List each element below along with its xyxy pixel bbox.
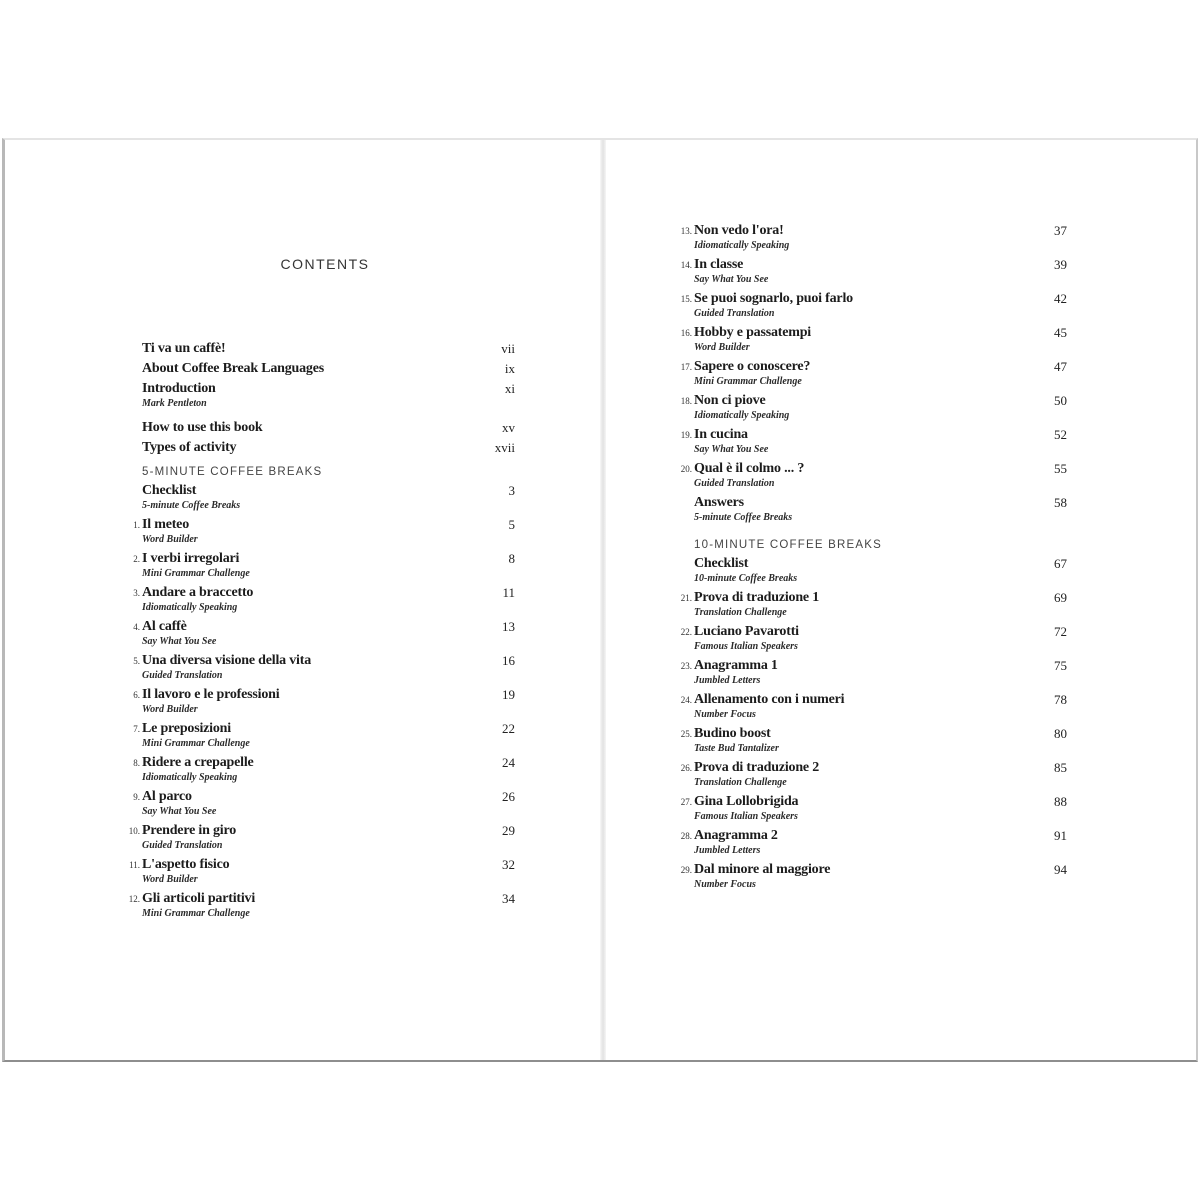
section-heading: 5-MINUTE COFFEE BREAKS <box>142 466 323 478</box>
entry-number: 7. <box>133 724 140 734</box>
entry-subtitle: Guided Translation <box>142 670 223 681</box>
entry-page-number: 55 <box>1054 461 1067 476</box>
entry-subtitle: Mark Pentleton <box>142 398 207 409</box>
section-heading: 10-MINUTE COFFEE BREAKS <box>694 539 882 551</box>
entry-title: Anagramma 2 <box>694 828 778 843</box>
entry-title: Prova di traduzione 2 <box>694 760 820 775</box>
entry-page-number: 11 <box>502 585 515 600</box>
entry-number: 23. <box>680 661 692 671</box>
toc-entry <box>672 759 1067 790</box>
entry-number: 12. <box>128 894 140 904</box>
entry-number: 20. <box>680 464 692 474</box>
entry-title: Non ci piove <box>694 393 766 408</box>
entry-number: 24. <box>680 695 692 705</box>
toc-entry <box>120 419 515 436</box>
entry-number: 28. <box>680 831 692 841</box>
book-spread <box>2 138 1198 1062</box>
toc-entry <box>120 380 515 411</box>
entry-subtitle: Idiomatically Speaking <box>694 410 790 421</box>
entry-page-number: xi <box>504 381 515 396</box>
entry-title: Il lavoro e le professioni <box>142 687 280 702</box>
toc-entry <box>120 516 515 547</box>
entry-number: 18. <box>680 396 692 406</box>
entry-title: Types of activity <box>142 440 237 455</box>
entry-subtitle: Number Focus <box>694 879 756 890</box>
entry-title: Dal minore al maggiore <box>694 862 831 877</box>
entry-page-number: xv <box>502 420 515 435</box>
entry-title: Al caffè <box>142 619 187 634</box>
entry-subtitle: Idiomatically Speaking <box>142 602 238 613</box>
toc-entry <box>120 788 515 819</box>
entry-page-number: 72 <box>1054 624 1067 639</box>
entry-subtitle: Word Builder <box>694 342 750 353</box>
entry-page-number: 52 <box>1054 427 1067 442</box>
toc-entry <box>672 494 1067 525</box>
entry-title: Al parco <box>142 789 192 804</box>
right-page <box>607 140 1199 1060</box>
toc-entry <box>672 691 1067 722</box>
entry-title: Qual è il colmo ... ? <box>694 461 805 476</box>
entry-page-number: 58 <box>1054 495 1067 510</box>
left-page <box>5 140 599 1060</box>
toc-entry <box>672 426 1067 457</box>
toc-entry <box>672 256 1067 287</box>
entry-page-number: 69 <box>1054 590 1067 605</box>
entry-page-number: 22 <box>502 721 515 736</box>
entry-title: Ti va un caffè! <box>142 341 226 356</box>
toc-entry <box>672 358 1067 389</box>
entry-subtitle: Word Builder <box>142 534 198 545</box>
entry-subtitle: Guided Translation <box>142 840 223 851</box>
entry-title: I verbi irregolari <box>142 551 240 566</box>
entry-title: Luciano Pavarotti <box>694 624 799 639</box>
entry-page-number: vii <box>501 341 515 356</box>
toc-entry <box>672 861 1067 892</box>
entry-page-number: 13 <box>502 619 515 634</box>
entry-page-number: 88 <box>1054 794 1067 809</box>
entry-page-number: 34 <box>502 891 515 906</box>
entry-title: Answers <box>694 495 744 510</box>
entry-subtitle: Idiomatically Speaking <box>142 772 238 783</box>
entry-title: Una diversa visione della vita <box>142 653 312 668</box>
entry-page-number: 91 <box>1054 828 1067 843</box>
entry-subtitle: Famous Italian Speakers <box>694 641 798 652</box>
entry-title: Le preposizioni <box>142 721 231 736</box>
toc-entry <box>120 618 515 649</box>
entry-page-number: 42 <box>1054 291 1067 306</box>
entry-title: Non vedo l'ora! <box>694 223 784 238</box>
toc-entry <box>120 822 515 853</box>
entry-page-number: 8 <box>508 551 515 566</box>
entry-page-number: 32 <box>502 857 515 872</box>
entry-number: 11. <box>129 860 140 870</box>
entry-title: Introduction <box>142 381 216 396</box>
entry-subtitle: Idiomatically Speaking <box>694 240 790 251</box>
entry-number: 22. <box>680 627 692 637</box>
entry-number: 14. <box>680 260 692 270</box>
entry-page-number: 16 <box>502 653 515 668</box>
entry-page-number: xvii <box>494 440 515 455</box>
entry-number: 8. <box>133 758 140 768</box>
entry-title: In cucina <box>694 427 748 442</box>
entry-subtitle: Mini Grammar Challenge <box>142 568 250 579</box>
entry-page-number: 29 <box>502 823 515 838</box>
entry-number: 17. <box>680 362 692 372</box>
entry-title: Sapere o conoscere? <box>694 359 811 374</box>
entry-number: 19. <box>680 430 692 440</box>
toc-entry <box>672 725 1067 756</box>
toc-entry <box>120 856 515 887</box>
toc-entry <box>672 827 1067 858</box>
entry-page-number: 3 <box>508 483 515 498</box>
entry-page-number: ix <box>504 361 515 376</box>
entry-subtitle: Translation Challenge <box>694 777 787 788</box>
entry-number: 3. <box>133 588 140 598</box>
toc-entry <box>120 360 515 377</box>
entry-number: 6. <box>133 690 140 700</box>
entry-subtitle: Taste Bud Tantalizer <box>694 743 779 754</box>
entry-title: Checklist <box>694 556 749 571</box>
entry-subtitle: 10-minute Coffee Breaks <box>694 573 798 584</box>
toc-entry <box>672 623 1067 654</box>
toc-entry <box>672 460 1067 491</box>
entry-subtitle: 5-minute Coffee Breaks <box>142 500 241 511</box>
entry-page-number: 85 <box>1054 760 1067 775</box>
entry-page-number: 75 <box>1054 658 1067 673</box>
entry-title: Ridere a crepapelle <box>142 755 254 770</box>
toc-entry <box>672 589 1067 620</box>
toc-entry <box>672 555 1067 586</box>
entry-subtitle: Say What You See <box>142 636 217 647</box>
toc-entry <box>120 754 515 785</box>
entry-subtitle: Guided Translation <box>694 478 775 489</box>
entry-page-number: 26 <box>502 789 515 804</box>
entry-subtitle: 5-minute Coffee Breaks <box>694 512 793 523</box>
entry-number: 26. <box>680 763 692 773</box>
entry-number: 10. <box>128 826 140 836</box>
entry-title: Prendere in giro <box>142 823 237 838</box>
entry-title: How to use this book <box>142 420 263 435</box>
entry-subtitle: Jumbled Letters <box>694 845 761 856</box>
entry-number: 4. <box>133 622 140 632</box>
entry-page-number: 94 <box>1054 862 1067 877</box>
entry-title: Budino boost <box>694 726 771 741</box>
entry-number: 13. <box>680 226 692 236</box>
entry-number: 16. <box>680 328 692 338</box>
entry-subtitle: Famous Italian Speakers <box>694 811 798 822</box>
entry-subtitle: Mini Grammar Challenge <box>142 738 250 749</box>
entry-number: 5. <box>133 656 140 666</box>
entry-page-number: 24 <box>502 755 515 770</box>
entry-subtitle: Number Focus <box>694 709 756 720</box>
entry-subtitle: Mini Grammar Challenge <box>694 376 802 387</box>
entry-subtitle: Say What You See <box>142 806 217 817</box>
entry-title: Hobby e passatempi <box>694 325 811 340</box>
toc-entry <box>672 324 1067 355</box>
entry-number: 1. <box>133 520 140 530</box>
toc-entry <box>120 686 515 717</box>
toc-left <box>120 340 515 924</box>
entry-page-number: 67 <box>1054 556 1067 571</box>
toc-entry <box>672 290 1067 321</box>
page-title: CONTENTS <box>280 256 370 272</box>
entry-page-number: 39 <box>1054 257 1067 272</box>
entry-number: 25. <box>680 729 692 739</box>
entry-page-number: 80 <box>1054 726 1067 741</box>
entry-title: In classe <box>694 257 744 272</box>
entry-subtitle: Word Builder <box>142 704 198 715</box>
toc-entry <box>672 392 1067 423</box>
toc-entry <box>120 652 515 683</box>
entry-subtitle: Translation Challenge <box>694 607 787 618</box>
toc-entry <box>120 482 515 513</box>
entry-title: Il meteo <box>142 517 189 532</box>
entry-page-number: 45 <box>1054 325 1067 340</box>
entry-page-number: 5 <box>508 517 515 532</box>
entry-page-number: 47 <box>1054 359 1067 374</box>
toc-entry <box>120 890 515 921</box>
toc-entry <box>672 222 1067 253</box>
entry-title: Prova di traduzione 1 <box>694 590 820 605</box>
entry-subtitle: Guided Translation <box>694 308 775 319</box>
entry-number: 15. <box>680 294 692 304</box>
entry-title: Allenamento con i numeri <box>694 692 845 707</box>
toc-entry <box>120 340 515 357</box>
entry-title: Anagramma 1 <box>694 658 778 673</box>
entry-subtitle: Say What You See <box>694 444 769 455</box>
entry-subtitle: Word Builder <box>142 874 198 885</box>
entry-subtitle: Jumbled Letters <box>694 675 761 686</box>
entry-title: Se puoi sognarlo, puoi farlo <box>694 291 853 306</box>
entry-title: Gli articoli partitivi <box>142 891 256 906</box>
entry-subtitle: Say What You See <box>694 274 769 285</box>
entry-subtitle: Mini Grammar Challenge <box>142 908 250 919</box>
book-gutter <box>600 140 606 1060</box>
entry-number: 9. <box>133 792 140 802</box>
toc-entry <box>120 584 515 615</box>
entry-number: 29. <box>680 865 692 875</box>
toc-right <box>672 222 1067 895</box>
entry-title: Checklist <box>142 483 197 498</box>
entry-title: Andare a braccetto <box>142 585 254 600</box>
entry-title: L'aspetto fisico <box>142 857 230 872</box>
entry-number: 21. <box>680 593 692 603</box>
toc-entry <box>120 439 515 456</box>
entry-page-number: 78 <box>1054 692 1067 707</box>
toc-entry <box>672 793 1067 824</box>
entry-page-number: 50 <box>1054 393 1067 408</box>
entry-title: About Coffee Break Languages <box>142 361 324 376</box>
entry-page-number: 19 <box>502 687 515 702</box>
toc-entry <box>120 720 515 751</box>
entry-number: 2. <box>133 554 140 564</box>
entry-number: 27. <box>680 797 692 807</box>
entry-title: Gina Lollobrigida <box>694 794 799 809</box>
toc-entry <box>672 657 1067 688</box>
entry-page-number: 37 <box>1054 223 1067 238</box>
toc-entry <box>120 550 515 581</box>
